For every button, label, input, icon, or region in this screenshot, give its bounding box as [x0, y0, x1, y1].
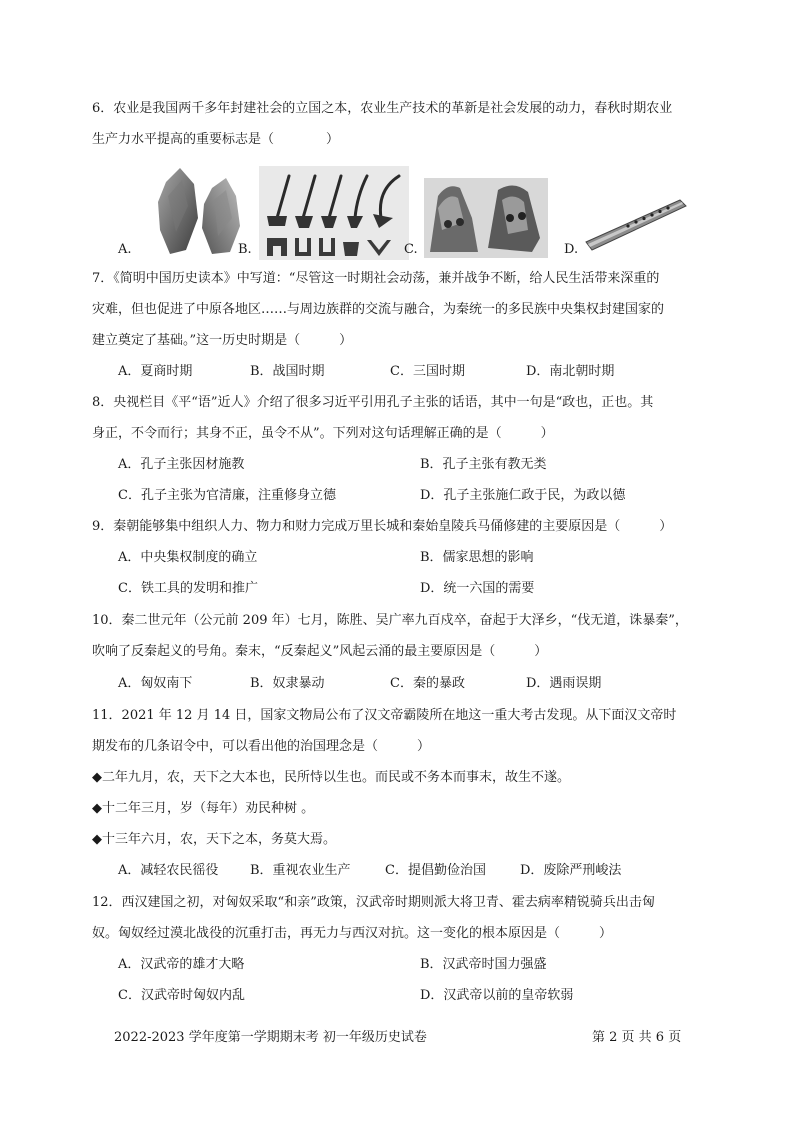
q7-option-d[interactable]: D．南北朝时期 [526, 364, 615, 379]
q10-option-a[interactable]: A．匈奴南下 [118, 676, 193, 691]
q11-line-1: 11．2021 年 12 月 14 日，国家文物局公布了汉文帝霸陵所在地这一重大考古发现。从下面汉文帝时 [92, 708, 677, 723]
bone-flute-icon [582, 190, 690, 254]
q8-option-d[interactable]: D．孔子主张施仁政于民，为政以德 [420, 488, 626, 503]
q8-line-1: 8．央视栏目《平“语”近人》介绍了很多习近平引用孔子主张的话语，其中一句是“政也，正也。其 [92, 395, 654, 410]
q8-option-b[interactable]: B．孔子主张有教无类 [420, 457, 547, 472]
q11-line-2: 期发布的几条诏令中，可以看出他的治国理念是（ ） [92, 739, 431, 754]
q12-option-b[interactable]: B．汉武帝时国力强盛 [420, 957, 547, 972]
q9-option-d[interactable]: D．统一六国的需要 [420, 581, 535, 596]
q12-option-c[interactable]: C．汉武帝时匈奴内乱 [118, 988, 245, 1003]
q7-line-1: 7．《简明中国历史读本》中写道：“尽管这一时期社会动荡，兼并战争不断，给人民生活带来深重的 [92, 271, 660, 286]
q10-line-1: 10．秦二世元年（公元前 209 年）七月，陈胜、吴广率九百戍卒，奋起于大泽乡，“伐无道，诛暴秦”， [92, 613, 688, 628]
q11-bullet-3: ◆十三年六月，农，天下之本，务莫大焉。 [92, 832, 336, 847]
q11-option-b[interactable]: B．重视农业生产 [250, 863, 351, 878]
q9-line-1: 9．秦朝能够集中组织人力、物力和财力完成万里长城和秦始皇陵兵马俑修建的主要原因是（ ） [92, 519, 673, 534]
q12-line-2: 奴。匈奴经过漠北战役的沉重打击，再无力与西汉对抗。这一变化的根本原因是（ ） [92, 926, 613, 941]
q6-option-c[interactable]: C. [404, 242, 418, 257]
q8-line-2: 身正，不令而行；其身不正，虽令不从”。下列对这句话理解正确的是（ ） [92, 426, 554, 441]
q9-option-a[interactable]: A．中央集权制度的确立 [118, 550, 258, 565]
q11-bullet-2: ◆十二年三月，岁（每年）劝民种树 。 [92, 801, 315, 816]
footer-exam-title: 2022-2023 学年度第一学期期末考 初一年级历史试卷 [114, 1030, 427, 1045]
iron-hoes-icon [259, 166, 409, 260]
q11-option-a[interactable]: A．减轻农民徭役 [118, 863, 219, 878]
q9-option-b[interactable]: B．儒家思想的影响 [420, 550, 534, 565]
q11-option-d[interactable]: D．废除严刑峻法 [520, 863, 622, 878]
iron-plowshare-icon [424, 178, 548, 258]
q7-option-c[interactable]: C．三国时期 [390, 364, 465, 379]
q9-option-c[interactable]: C．铁工具的发明和推广 [118, 581, 258, 596]
q10-line-2: 吹响了反秦起义的号角。秦末，“反秦起义”风起云涌的最主要原因是（ ） [92, 644, 548, 659]
q8-option-c[interactable]: C．孔子主张为官清廉，注重修身立德 [118, 488, 336, 503]
q12-option-a[interactable]: A．汉武帝的雄才大略 [118, 957, 245, 972]
q10-option-b[interactable]: B．奴隶暴动 [250, 676, 325, 691]
q7-line-2: 灾难，但也促进了中原各地区……与周边族群的交流与融合，为秦统一的多民族中央集权封建国家的 [92, 302, 665, 317]
q6-line-1: 6．农业是我国两千多年封建社会的立国之本，农业生产技术的革新是社会发展的动力，春秋时期农业 [92, 101, 673, 116]
q7-option-b[interactable]: B．战国时期 [250, 364, 325, 379]
q11-option-c[interactable]: C．提倡勤俭治国 [385, 863, 486, 878]
q6-option-a[interactable]: A. [118, 242, 132, 257]
q6-option-d[interactable]: D. [564, 242, 579, 257]
footer-page-number: 第 2 页 共 6 页 [592, 1030, 682, 1045]
q12-line-1: 12．西汉建国之初，对匈奴采取“和亲”政策，汉武帝时期则派大将卫青、霍去病率精锐骑兵出击匈 [92, 895, 655, 910]
q7-line-3: 建立奠定了基础。”这一历史时期是（ ） [92, 333, 353, 348]
stone-tools-icon [152, 166, 246, 260]
q11-bullet-1: ◆二年九月，农，天下之大本也，民所恃以生也。而民或不务本而事末，故生不遂。 [92, 770, 570, 785]
q10-option-d[interactable]: D．遇雨误期 [526, 676, 602, 691]
q6-option-b[interactable]: B. [238, 242, 252, 257]
q8-option-a[interactable]: A．孔子主张因材施教 [118, 457, 245, 472]
q6-line-2: 生产力水平提高的重要标志是（ ） [92, 132, 340, 147]
q10-option-c[interactable]: C．秦的暴政 [390, 676, 465, 691]
q7-option-a[interactable]: A．夏商时期 [118, 364, 193, 379]
q12-option-d[interactable]: D．汉武帝以前的皇帝软弱 [420, 988, 574, 1003]
